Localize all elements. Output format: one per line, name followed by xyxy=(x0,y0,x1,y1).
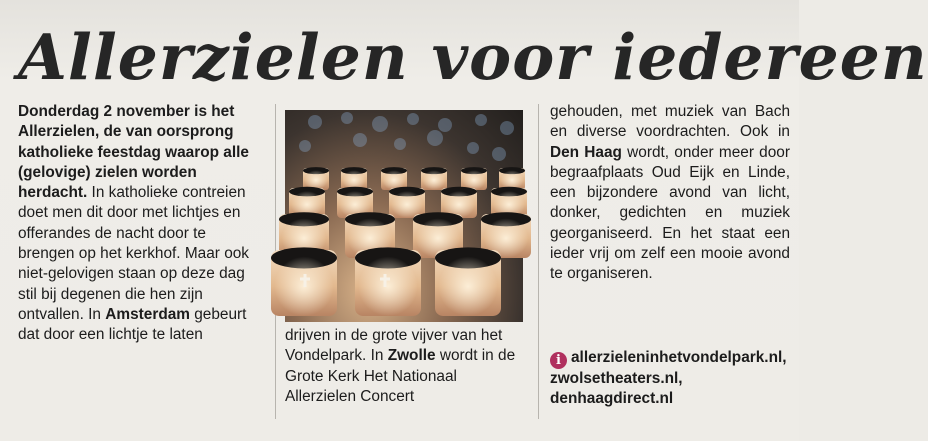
info-links xyxy=(550,348,790,410)
candle-glow xyxy=(438,257,497,316)
column-2-text-a: drijven in de grote vijver van het Vondelpark. In xyxy=(285,327,503,365)
bokeh-light xyxy=(500,121,514,135)
column-1-text-a: In katholieke contreien doet men dit door met lichtjes en offerandes de nacht door te brengen op het kerkhof. Maar ook niet-gelovigen staan op deze dag stil bij degenen die hen zijn ontvallen. In xyxy=(18,184,250,323)
candle-glow xyxy=(358,257,417,316)
candle-glow xyxy=(391,191,423,218)
bokeh-light xyxy=(299,140,311,152)
article-column-1 xyxy=(18,102,265,346)
article-column-3 xyxy=(550,102,790,285)
column-1-paragraph xyxy=(18,102,265,346)
column-3-paragraph xyxy=(550,102,790,285)
candles-photo-drawing xyxy=(285,110,523,322)
column-divider xyxy=(538,104,539,419)
info-links-text: allerzieleninhetvondelpark.nl, zwolsetheaters.nl, denhaagdirect.nl xyxy=(550,349,787,408)
candle-glow xyxy=(422,170,445,190)
cross-mark xyxy=(300,278,310,281)
column-3-text-a: gehouden, met muziek van Bach en diverse voordrachten. Ook in xyxy=(550,103,790,141)
bokeh-light xyxy=(341,112,353,124)
article-lead: Donderdag 2 november is het Allerzielen, de van oorsprong katholieke feestdag waarop alle (gelovige) zielen worden herdacht. xyxy=(18,103,249,202)
bokeh-light xyxy=(394,138,406,150)
city-amsterdam: Amsterdam xyxy=(105,305,190,323)
bokeh-light xyxy=(353,133,367,147)
bokeh-light xyxy=(492,147,506,161)
city-den-haag: Den Haag xyxy=(550,143,622,161)
column-2-paragraph xyxy=(285,326,530,407)
column-2-text-b: wordt in de Grote Kerk Het Nationaal Allerzielen Concert xyxy=(285,347,516,405)
candles-photo xyxy=(285,110,523,322)
candle-glow xyxy=(462,170,485,190)
article-column-2 xyxy=(285,326,530,407)
column-1-text-b: gebeurt dat door een lichtje te laten xyxy=(18,305,247,344)
cross-mark xyxy=(380,278,390,281)
column-3-text-b: wordt, onder meer door begraafplaats Oud Eijk en Linde, een bijzondere avond van licht, donker, gedichten en muziek georganiseerd. En het staat een ieder vrij om zelf een mooie avond te organiseren. xyxy=(550,143,790,283)
bokeh-light xyxy=(308,115,322,129)
city-zwolle: Zwolle xyxy=(387,347,436,365)
article-headline: Allerzielen voor iedereen xyxy=(18,20,928,94)
bokeh-light xyxy=(427,130,443,146)
info-icon: i xyxy=(550,352,567,369)
bokeh-light xyxy=(372,116,388,132)
bokeh-light xyxy=(407,113,419,125)
bokeh-light xyxy=(438,118,452,132)
bokeh-light xyxy=(475,114,487,126)
bokeh-light xyxy=(467,142,479,154)
